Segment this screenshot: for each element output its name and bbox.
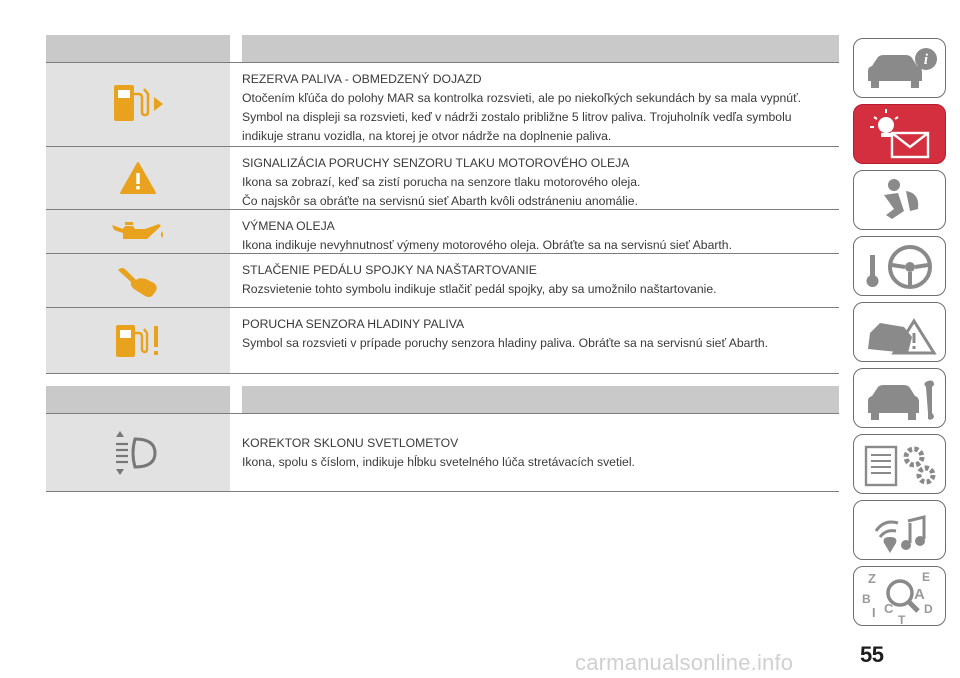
table-row xyxy=(46,209,839,253)
icon-cell xyxy=(46,414,230,491)
row-line: indikuje stranu vozidla, na ktorej je otvor nádrže na doplnenie paliva. xyxy=(242,129,612,143)
tab-safety[interactable] xyxy=(853,170,946,230)
tab-starting-driving[interactable] xyxy=(853,236,946,296)
row-title: KOREKTOR SKLONU SVETLOMETOV xyxy=(242,436,459,450)
row-title: STLAČENIE PEDÁLU SPOJKY NA NAŠTARTOVANIE xyxy=(242,263,537,277)
fuel-level-sensor-fault-icon xyxy=(112,321,164,361)
icon-cell xyxy=(46,254,230,307)
index-letter: Z xyxy=(868,571,876,586)
icon-cell xyxy=(46,147,230,209)
tab-multimedia[interactable] xyxy=(853,500,946,560)
row-line: Otočením kľúča do polohy MAR sa kontrolka rozsvieti, ale po niekoľkých sekundách by sa mala vypnúť. xyxy=(242,91,802,105)
row-line: Symbol sa rozsvieti v prípade poruchy senzora hladiny paliva. Obráťte sa na servisnú sieť Abarth. xyxy=(242,336,769,350)
seat-airbag-icon xyxy=(854,171,947,231)
table-header xyxy=(46,386,839,413)
row-title: PORUCHA SENZORA HLADINY PALIVA xyxy=(242,317,465,331)
index-letter: I xyxy=(872,605,876,620)
index-letter: B xyxy=(862,592,871,606)
tab-specifications[interactable] xyxy=(853,434,946,494)
row-line: Čo najskôr sa obráťte na servisnú sieť Abarth kvôli odstráneniu anomálie. xyxy=(242,194,638,208)
row-title: SIGNALIZÁCIA PORUCHY SENZORU TLAKU MOTOROVÉHO OLEJA xyxy=(242,156,630,170)
oil-can-icon xyxy=(109,219,167,245)
tab-warning-lights[interactable] xyxy=(853,104,946,164)
row-line: Ikona indikuje nevyhnutnosť výmeny motorového oleja. Obráťte sa na servisnú sieť Abarth. xyxy=(242,238,732,252)
index-letter: C xyxy=(884,601,894,616)
index-letter: E xyxy=(922,570,931,584)
car-info-icon xyxy=(854,39,947,99)
row-line: Rozsvietenie tohto symbolu indikuje stlačiť pedál spojky, aby sa umožnilo naštartovanie. xyxy=(242,282,717,296)
row-line: Ikona sa zobrazí, keď sa zistí porucha na senzore tlaku motorového oleja. xyxy=(242,175,641,189)
table-row xyxy=(46,146,839,209)
index-letter: T xyxy=(898,613,906,627)
icon-cell xyxy=(46,63,230,146)
row-line: Symbol na displeji sa rozsvieti, keď v nádrži zostalo približne 5 litrov paliva. Trojuholník vedľa symbolu xyxy=(242,110,792,124)
car-wrench-icon xyxy=(854,369,947,429)
icon-cell xyxy=(46,210,230,253)
key-steering-wheel-icon xyxy=(854,237,947,297)
row-title: VÝMENA OLEJA xyxy=(242,219,335,233)
warning-lights-message-icon xyxy=(854,105,947,165)
watermark: carmanualsonline.info xyxy=(575,650,794,675)
tab-maintenance[interactable] xyxy=(853,368,946,428)
index-letter: A xyxy=(914,586,925,603)
table-row xyxy=(46,307,839,374)
table-row xyxy=(46,253,839,307)
tab-emergency[interactable] xyxy=(853,302,946,362)
row-title: REZERVA PALIVA - OBMEDZENÝ DOJAZD xyxy=(242,72,482,86)
specs-gears-icon xyxy=(854,435,947,495)
table-row xyxy=(46,413,839,492)
car-crash-warning-icon xyxy=(854,303,947,363)
index-search-icon xyxy=(854,567,947,627)
warning-lights-table-2 xyxy=(46,386,839,492)
warning-lights-table-1 xyxy=(46,35,839,374)
row-line: Ikona, spolu s číslom, indikuje hĺbku svetelného lúča stretávacích svetiel. xyxy=(242,455,635,469)
icon-cell xyxy=(46,308,230,373)
table-header xyxy=(46,35,839,62)
headlight-leveling-icon xyxy=(111,428,165,478)
table-row xyxy=(46,62,839,146)
page-number: 55 xyxy=(860,642,884,667)
index-letter: D xyxy=(924,602,933,616)
tab-index[interactable] xyxy=(853,566,946,626)
fuel-pump-triangle-icon xyxy=(110,80,166,126)
svg-text:i: i xyxy=(923,52,929,68)
clutch-pedal-icon xyxy=(114,263,162,299)
tab-car-info[interactable] xyxy=(853,38,946,98)
warning-triangle-icon xyxy=(118,160,158,196)
multimedia-icon xyxy=(854,501,947,561)
